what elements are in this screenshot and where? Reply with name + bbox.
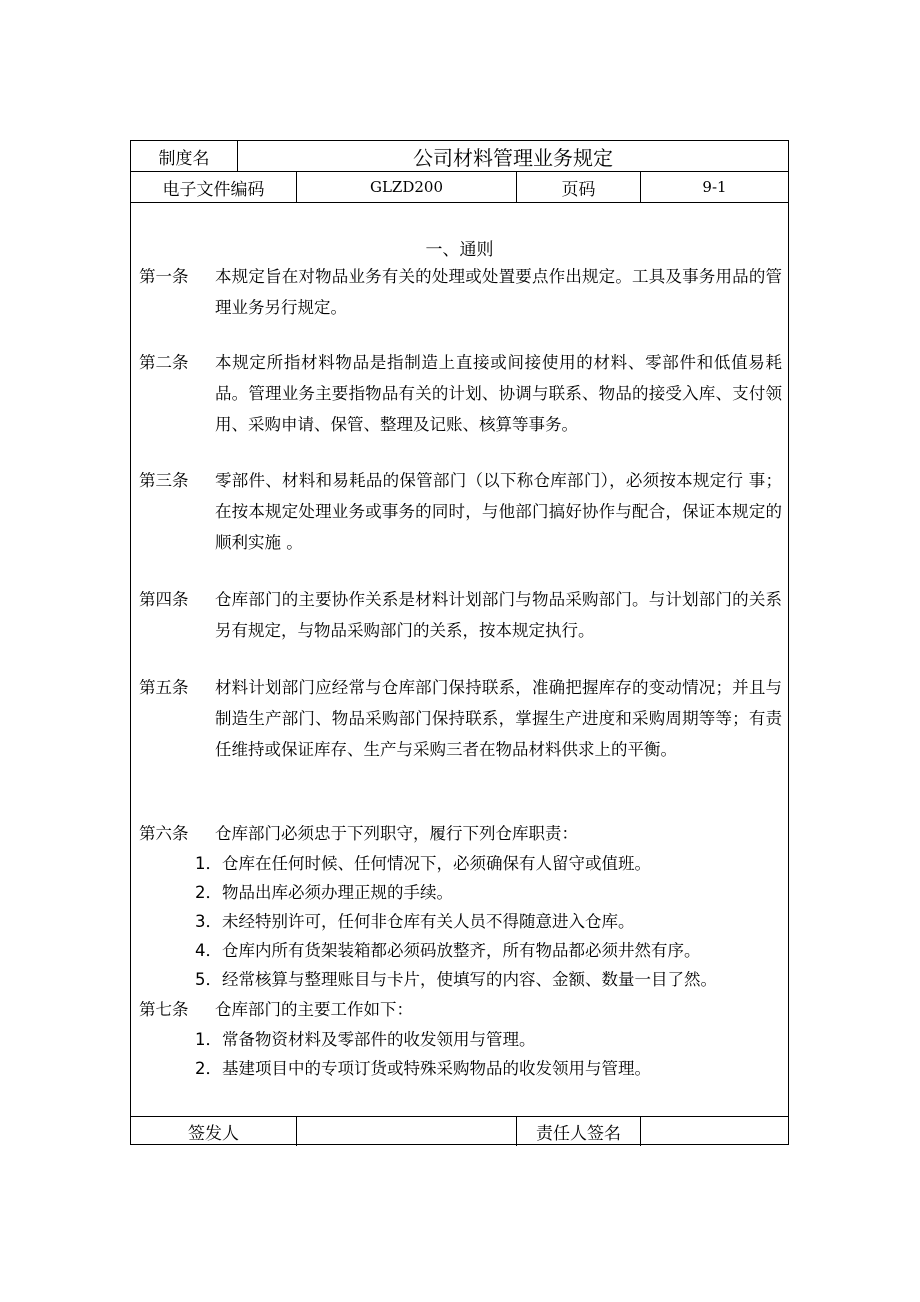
- document-title: 公司材料管理业务规定: [237, 141, 788, 171]
- duty-item: 5．经常核算与整理账目与卡片，使填写的内容、金额、数量一目了然。: [195, 970, 717, 989]
- regulation-name-label: 制度名: [158, 148, 210, 169]
- duty-item: 3．未经特别许可，任何非仓库有关人员不得随意进入仓库。: [195, 912, 635, 931]
- article-2: [139, 347, 782, 440]
- article-label: 第三条: [139, 471, 189, 490]
- article-text: 仓库部门的主要工作如下：: [215, 1000, 413, 1019]
- title-row: [131, 141, 788, 172]
- regulation-document: [130, 140, 789, 1145]
- duty-item: 1．仓库在任何时候、任何情况下，必须确保有人留守或值班。: [195, 854, 651, 873]
- page-number-label: 页码: [516, 172, 640, 202]
- signature-row: [131, 1116, 788, 1146]
- responsible-signature-field: [640, 1117, 788, 1146]
- duty-item: 4．仓库内所有货架装箱都必须码放整齐，所有物品都必须井然有序。: [195, 941, 701, 960]
- article-text: 材料计划部门应经常与仓库部门保持联系，准确把握库存的变动情况；并且与制造生产部门、物品采购部门保持联系，掌握生产进度和采购周期等等；有责任维持或保证库存、生产与采购三者在物品材料供求上的平衡。: [215, 678, 782, 759]
- task-item: 1．常备物资材料及零部件的收发领用与管理。: [195, 1030, 536, 1049]
- section-heading: 一、通则: [425, 240, 494, 260]
- article-4: [139, 584, 782, 646]
- article-text: 仓库部门的主要协作关系是材料计划部门与物品采购部门。与计划部门的关系另有规定，与物品采购部门的关系，按本规定执行。: [215, 590, 782, 640]
- task-item: 2．基建项目中的专项订货或特殊采购物品的收发领用与管理。: [195, 1059, 651, 1078]
- duty-item: 2．物品出库必须办理正规的手续。: [195, 883, 453, 902]
- code-row: [131, 172, 788, 203]
- article-label: 第四条: [139, 590, 189, 609]
- article-label: 第一条: [139, 267, 189, 286]
- article-text: 本规定所指材料物品是指制造上直接或间接使用的材料、零部件和低值易耗品。管理业务主要指物品有关的计划、协调与联系、物品的接受入库、支付领用、采购申请、保管、整理及记账、核算等事务。: [215, 353, 782, 434]
- article-1: [139, 261, 782, 323]
- article-label: 第二条: [139, 353, 189, 372]
- document-body: [131, 203, 788, 1116]
- article-6: [139, 818, 782, 849]
- article-text: 仓库部门必须忠于下列职守，履行下列仓库职责：: [215, 824, 578, 843]
- responsible-signature-label: 责任人签名: [516, 1117, 640, 1146]
- article-7: [139, 994, 782, 1025]
- article-label: 第五条: [139, 678, 189, 697]
- file-code-value: GLZD200: [296, 172, 516, 202]
- article-text: 本规定旨在对物品业务有关的处理或处置要点作出规定。工具及事务用品的管理业务另行规定。: [215, 267, 782, 317]
- article-3: [139, 465, 782, 558]
- article-text: 零部件、材料和易耗品的保管部门（以下称仓库部门），必须按本规定行 事；在按本规定处理业务或事务的同时，与他部门搞好协作与配合，保证本规定的顺利实施 。: [215, 471, 782, 552]
- article-label: 第六条: [139, 824, 189, 843]
- issuer-label: 签发人: [188, 1124, 239, 1144]
- page-number-value: 9-1: [640, 172, 788, 202]
- article-label: 第七条: [139, 1000, 189, 1019]
- article-5: [139, 672, 782, 765]
- file-code-label: 电子文件编码: [162, 179, 265, 200]
- issuer-field: [296, 1117, 516, 1146]
